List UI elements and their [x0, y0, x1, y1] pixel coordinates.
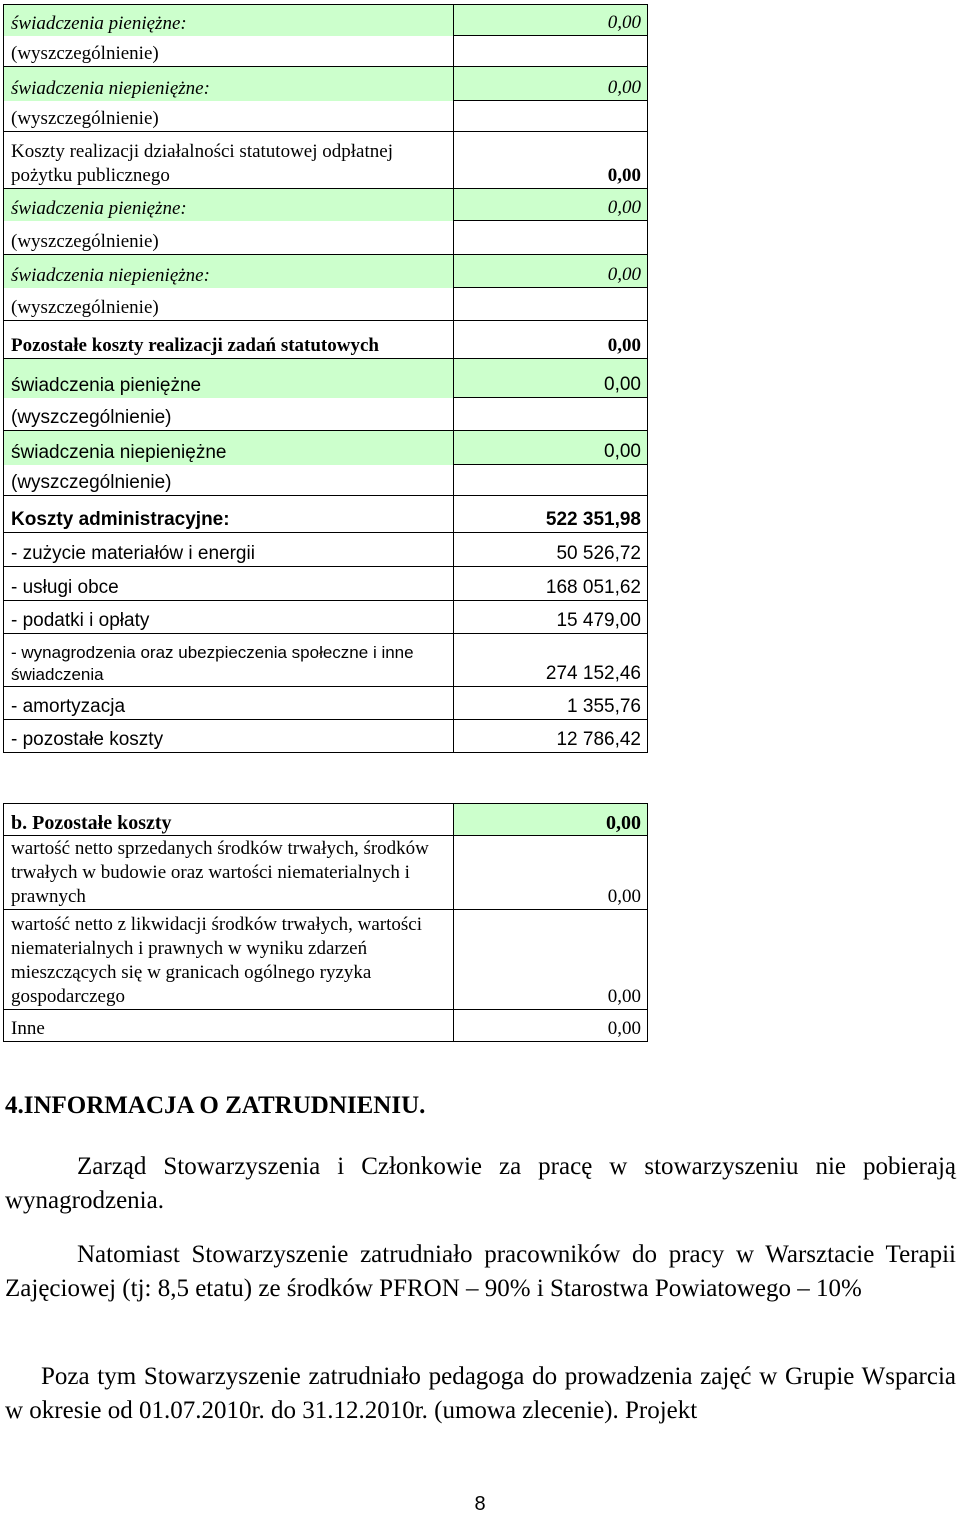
row-value: 15 479,00: [454, 601, 648, 634]
row-value: 0,00: [454, 132, 648, 189]
row-value: 0,00: [454, 804, 648, 836]
row-value: 0,00: [454, 1010, 648, 1042]
table-row: [4, 836, 648, 910]
row-label: świadczenia niepieniężne:: [4, 255, 454, 288]
row-label: Inne: [4, 1010, 454, 1042]
table-row: [4, 634, 648, 687]
table-row: [4, 720, 648, 753]
page-number: 8: [474, 1493, 486, 1515]
table-row: [4, 221, 648, 255]
table-row: [4, 288, 648, 321]
row-label: wartość netto z likwidacji środków trwałych, wartości niematerialnych i prawnych w wyniku zdarzeń mieszczących się w granicach ogólnego ryzyka gospodarczego: [4, 910, 454, 1010]
table-row: [4, 5, 648, 36]
row-label: - wynagrodzenia oraz ubezpieczenia społeczne i inne świadczenia: [4, 634, 454, 687]
table-row: [4, 398, 648, 431]
row-value: 12 786,42: [454, 720, 648, 753]
cost-table-statutory: [3, 4, 648, 753]
row-label: świadczenia pieniężne:: [4, 5, 454, 36]
paragraph: Zarząd Stowarzyszenia i Członkowie za pracę w stowarzyszeniu nie pobierają wynagrodzenia.: [5, 1153, 956, 1214]
section-heading: 4.INFORMACJA O ZATRUDNIENIU.: [5, 1092, 426, 1119]
row-value: 0,00: [454, 189, 648, 221]
row-value: 522 351,98: [454, 496, 648, 533]
row-value: [454, 288, 648, 321]
row-label: - pozostałe koszty: [4, 720, 454, 753]
paragraph: Poza tym Stowarzyszenie zatrudniało pedagoga do prowadzenia zajęć w Grupie Wsparcia w okresie od 01.07.2010r. do 31.12.2010r. (umowa zlecenie). Projekt: [5, 1363, 956, 1424]
row-label: świadczenia pieniężne: [4, 359, 454, 398]
table-row: [4, 567, 648, 601]
paragraph: Natomiast Stowarzyszenie zatrudniało pracowników do pracy w Warsztacie Terapii Zajęciowej (tj: 8,5 etatu) ze środków PFRON – 90% i Starostwa Powiatowego – 10%: [5, 1241, 956, 1302]
row-value: 50 526,72: [454, 533, 648, 567]
row-label: - amortyzacja: [4, 687, 454, 720]
row-label: (wyszczególnienie): [4, 36, 454, 67]
row-label: (wyszczególnienie): [4, 221, 454, 255]
row-value: 0,00: [454, 5, 648, 36]
row-value: [454, 101, 648, 132]
table-row: [4, 321, 648, 359]
table-row: [4, 910, 648, 1010]
table-row: [4, 804, 648, 836]
table-row: [4, 132, 648, 189]
row-label: świadczenia pieniężne:: [4, 189, 454, 221]
table-row: [4, 1010, 648, 1042]
table-row: [4, 67, 648, 101]
table-row: [4, 189, 648, 221]
row-label: - usługi obce: [4, 567, 454, 601]
table-row: [4, 36, 648, 67]
row-value: [454, 221, 648, 255]
row-label: Koszty realizacji działalności statutowej odpłatnej pożytku publicznego: [4, 132, 454, 189]
row-value: [454, 36, 648, 67]
table-row: [4, 359, 648, 398]
row-value: 168 051,62: [454, 567, 648, 601]
row-value: [454, 465, 648, 496]
row-value: 0,00: [454, 431, 648, 465]
row-label: (wyszczególnienie): [4, 465, 454, 496]
table-row: [4, 496, 648, 533]
row-value: 274 152,46: [454, 634, 648, 687]
row-value: 0,00: [454, 255, 648, 288]
row-label: Koszty administracyjne:: [4, 496, 454, 533]
row-value: 0,00: [454, 910, 648, 1010]
table-row: [4, 465, 648, 496]
other-costs-table: [3, 803, 648, 1042]
row-value: [454, 398, 648, 431]
table-row: [4, 601, 648, 634]
row-label: świadczenia niepieniężne: [4, 431, 454, 465]
table-row: [4, 533, 648, 567]
row-value: 0,00: [454, 359, 648, 398]
row-label: świadczenia niepieniężne:: [4, 67, 454, 101]
table-row: [4, 431, 648, 465]
row-label: Pozostałe koszty realizacji zadań statutowych: [4, 321, 454, 359]
row-label: wartość netto sprzedanych środków trwałych, środków trwałych w budowie oraz wartości niematerialnych i prawnych: [4, 836, 454, 910]
table-row: [4, 687, 648, 720]
row-label: (wyszczególnienie): [4, 101, 454, 132]
row-value: 0,00: [454, 67, 648, 101]
row-label: (wyszczególnienie): [4, 288, 454, 321]
row-label: - zużycie materiałów i energii: [4, 533, 454, 567]
table-row: [4, 255, 648, 288]
table-row: [4, 101, 648, 132]
row-value: 0,00: [454, 321, 648, 359]
row-label: - podatki i opłaty: [4, 601, 454, 634]
row-label: b. Pozostałe koszty: [4, 804, 454, 836]
row-label: (wyszczególnienie): [4, 398, 454, 431]
row-value: 1 355,76: [454, 687, 648, 720]
row-value: 0,00: [454, 836, 648, 910]
